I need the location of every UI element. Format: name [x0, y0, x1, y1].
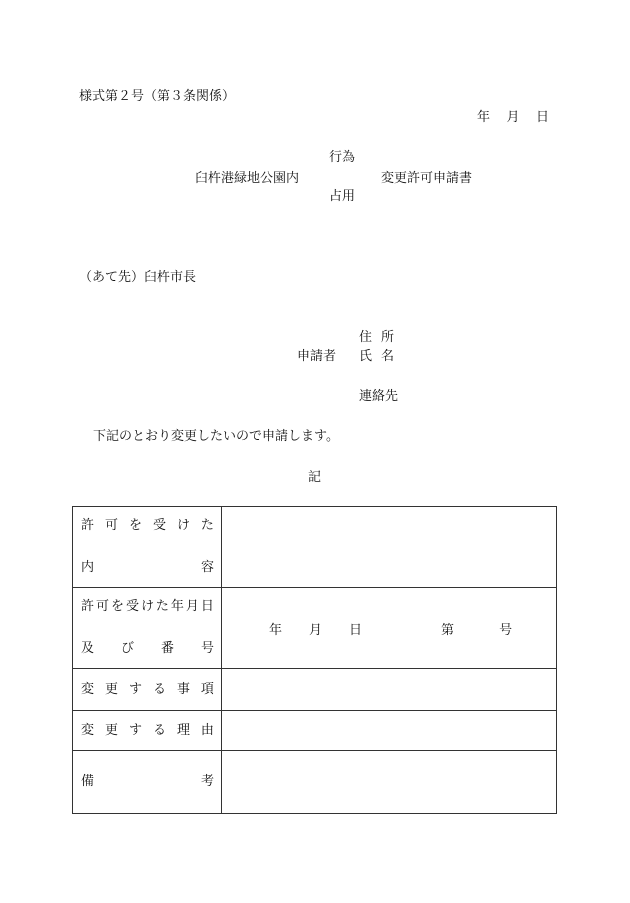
addressee: （あて先）臼杵市長 [79, 270, 197, 285]
label-line [81, 720, 214, 742]
permit-number-prefix: 第 [441, 622, 455, 638]
char: 変 [81, 722, 95, 738]
label-line [81, 771, 214, 793]
table-row [73, 711, 557, 751]
char: 住 [359, 330, 373, 345]
form-number: 様式第２号（第３条関係） [79, 89, 236, 104]
label-line [81, 557, 214, 579]
char: を [128, 518, 142, 533]
applicant-contact-label: 連絡先 [359, 389, 399, 404]
char: 事 [176, 681, 190, 697]
table-row [73, 669, 557, 711]
applicant-address-label [359, 331, 394, 344]
title-option-occupancy: 占用 [329, 189, 356, 204]
char: 氏 [359, 349, 373, 364]
char: を [110, 599, 124, 614]
char: 年 [170, 599, 184, 614]
body-text: 下記のとおり変更したいので申請します。 [93, 429, 339, 444]
value-change-item[interactable] [222, 669, 557, 711]
date-line [477, 111, 549, 124]
char: 由 [200, 722, 214, 738]
char: 番 [160, 641, 174, 656]
char: 受 [125, 599, 139, 614]
char: 更 [104, 722, 118, 738]
char: 許 [81, 599, 95, 614]
char: 理 [176, 722, 190, 738]
char: る [152, 722, 166, 738]
char: け [176, 518, 190, 533]
char: け [140, 599, 154, 614]
title-document-type: 変更許可申請書 [381, 171, 473, 186]
ki-heading: 記 [308, 470, 322, 485]
permit-year: 年 [269, 622, 283, 638]
char: す [128, 681, 142, 697]
value-permit-date-number[interactable] [222, 588, 557, 669]
permit-day: 日 [349, 622, 363, 638]
char: 月 [185, 599, 199, 614]
applicant-label: 申請者 [297, 349, 337, 364]
char: 項 [200, 681, 214, 697]
char: 名 [380, 349, 394, 364]
value-permitted-content[interactable] [222, 507, 557, 588]
label-line [81, 515, 214, 537]
char: 変 [81, 681, 95, 697]
char: 可 [104, 518, 118, 533]
char: 内 [81, 560, 95, 575]
char: た [155, 599, 169, 614]
date-day: 日 [535, 110, 549, 125]
permit-number-suffix: 号 [499, 622, 513, 638]
char: 容 [200, 560, 214, 575]
label-permit-date-number [73, 588, 222, 669]
label-change-reason [73, 711, 222, 751]
label-change-item [73, 669, 222, 711]
permit-month: 月 [309, 622, 323, 638]
label-line [81, 638, 214, 660]
char: 号 [200, 641, 214, 656]
char: 及 [81, 641, 95, 656]
date-month: 月 [506, 110, 520, 125]
table-row [73, 751, 557, 814]
char: び [120, 641, 134, 656]
char: 可 [95, 599, 109, 614]
char: る [152, 681, 166, 697]
label-line [81, 679, 214, 701]
char: 受 [152, 518, 166, 533]
value-change-reason[interactable] [222, 711, 557, 751]
label-permitted-content [73, 507, 222, 588]
label-line [81, 596, 214, 618]
applicant-name-label [359, 350, 394, 363]
permit-date-number-row [222, 619, 556, 638]
label-remarks [73, 751, 222, 814]
application-table [72, 506, 557, 814]
char: 更 [104, 681, 118, 697]
title-facility: 臼杵港緑地公園内 [195, 171, 300, 186]
char: 日 [200, 599, 214, 614]
table-row [73, 588, 557, 669]
char: 所 [380, 330, 394, 345]
date-year: 年 [477, 110, 491, 125]
char: 備 [81, 774, 95, 789]
char: 考 [200, 774, 214, 789]
char: す [128, 722, 142, 738]
char: た [200, 518, 214, 533]
value-remarks[interactable] [222, 751, 557, 814]
title-option-act: 行為 [329, 150, 356, 165]
char: 許 [81, 518, 95, 533]
table-row [73, 507, 557, 588]
